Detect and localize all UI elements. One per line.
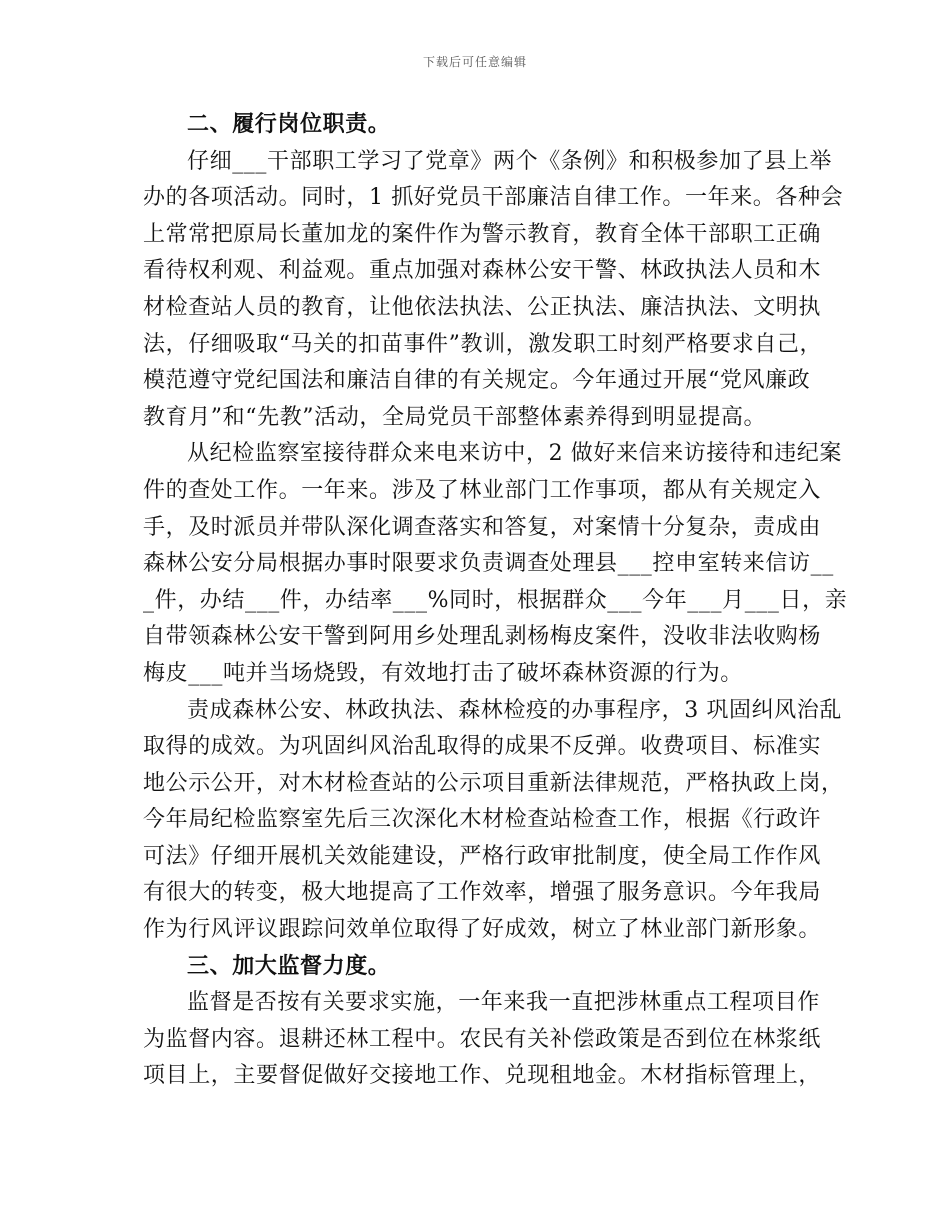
paragraph-line: 今年局纪检监察室先后三次深化木材检查站检查工作，根据《行政许 [143, 807, 822, 833]
paragraph-line: _件，办结___件，办结率___%同时，根据群众___今年___月___日，亲 [143, 587, 848, 613]
paragraph-line: 自带领森林公安干警到阿用乡处理乱剥杨梅皮案件，没收非法收购杨 [143, 624, 822, 650]
paragraph-line: 上常常把原局长董加龙的案件作为警示教育，教育全体干部职工正确 [143, 221, 822, 247]
paragraph-line: 森林公安分局根据办事时限要求负责调查处理县___控申室转来信访__ [143, 551, 834, 577]
section-heading-3: 三、加大监督力度。 [187, 953, 391, 979]
paragraph-line: 从纪检监察室接待群众来电来访中，2 做好来信来访接待和违纪案 [187, 441, 842, 467]
paragraph-line: 监督是否按有关要求实施，一年来我一直把涉林重点工程项目作 [187, 990, 820, 1016]
paragraph-line: 地公示公开，对木材检查站的公示项目重新法律规范，严格执政上岗， [143, 770, 844, 796]
paragraph-line: 件的查处工作。一年来。涉及了林业部门工作事项，都从有关规定入 [143, 477, 822, 503]
paragraph-line: 材检查站人员的教育，让他依法执法、公正执法、廉洁执法、文明执 [143, 294, 822, 320]
paragraph-line: 模范遵守党纪国法和廉洁自律的有关规定。今年通过开展“党风廉政 [143, 368, 811, 394]
paragraph-line: 看待权利观、利益观。重点加强对森林公安干警、林政执法人员和木 [143, 258, 822, 284]
header-note: 下载后可任意编辑 [422, 55, 527, 69]
paragraph-3 [143, 693, 844, 949]
paragraph-1 [143, 144, 844, 437]
paragraph-line: 教育月”和“先教”活动，全局党员干部整体素养得到明显提高。 [143, 404, 767, 430]
paragraph-line: 作为行风评议跟踪问效单位取得了好成效，树立了林业部门新形象。 [143, 917, 822, 943]
paragraph-line: 可法》仔细开展机关效能建设，严格行政审批制度，使全局工作作风 [143, 843, 822, 869]
paragraph-line: 有很大的转变，极大地提高了工作效率，增强了服务意识。今年我局 [143, 880, 822, 906]
paragraph-line: 法，仔细吸取“马关的扣苗事件”教训，激发职工时刻严格要求自己， [143, 331, 823, 357]
paragraph-line: 仔细___干部职工学习了党章》两个《条例》和积极参加了县上举 [187, 148, 833, 174]
paragraph-line: 责成森林公安、林政执法、森林检疫的办事程序，3 巩固纠风治乱 [187, 697, 842, 723]
paragraph-line: 办的各项活动。同时，1 抓好党员干部廉洁自律工作。一年来。各种会 [143, 185, 844, 211]
paragraph-line: 梅皮___吨并当场烧毁，有效地打击了破坏森林资源的行为。 [143, 660, 743, 686]
paragraph-line: 手，及时派员并带队深化调查落实和答复，对案情十分复杂，责成由 [143, 514, 822, 540]
paragraph-line: 为监督内容。退耕还林工程中。农民有关补偿政策是否到位在林浆纸 [143, 1026, 822, 1052]
paragraph-4 [143, 985, 822, 1095]
paragraph-2 [143, 436, 848, 692]
paragraph-line: 取得的成效。为巩固纠风治乱取得的成果不反弹。收费项目、标准实 [143, 734, 822, 760]
document-body [143, 107, 848, 1095]
paragraph-line: 项目上，主要督促做好交接地工作、兑现租地金。木材指标管理上， [143, 1063, 822, 1089]
section-heading-2: 二、履行岗位职责。 [187, 112, 391, 137]
